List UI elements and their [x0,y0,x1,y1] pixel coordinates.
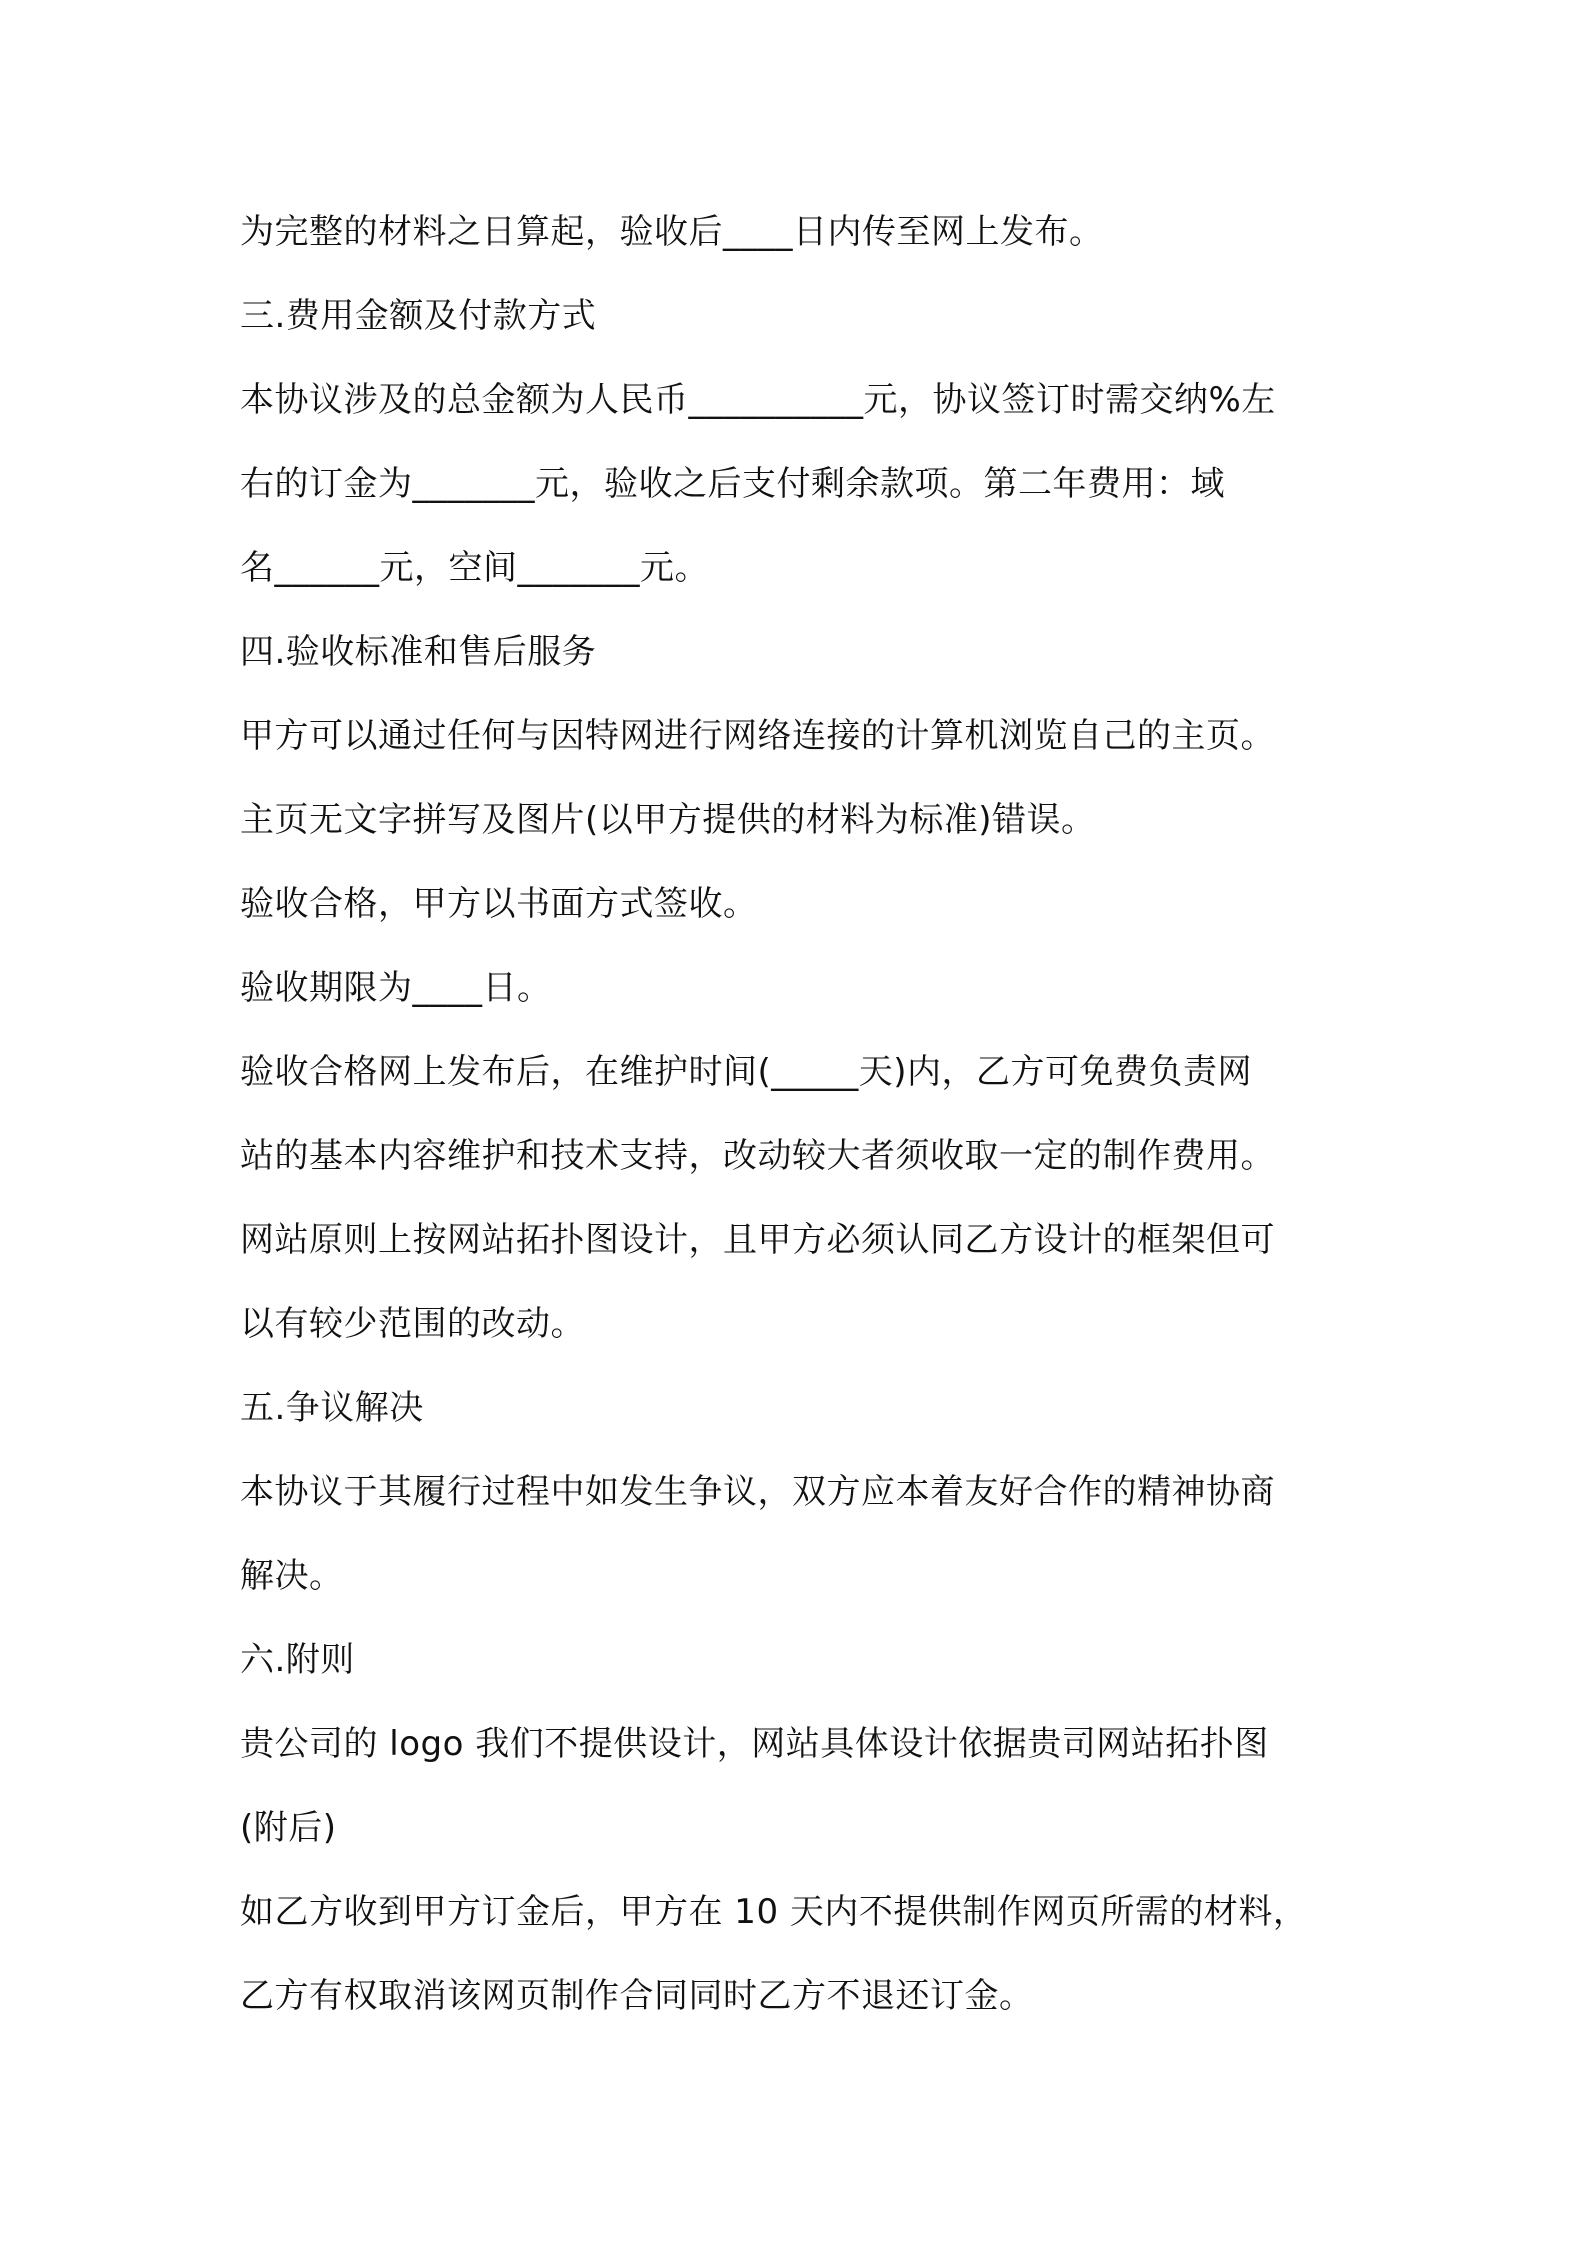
text-line: 站的基本内容维护和技术支持，改动较大者须收取一定的制作费用。 [240,1136,1275,1176]
text-line: 甲方可以通过任何与因特网进行网络连接的计算机浏览自己的主页。 [240,716,1275,756]
text-line: 验收合格，甲方以书面方式签收。 [240,884,758,924]
text-line: 本协议于其履行过程中如发生争议，双方应本着友好合作的精神协商 [240,1472,1275,1512]
text-line: (附后) [240,1808,337,1848]
section-heading-acceptance: 四.验收标准和售后服务 [240,632,597,672]
text-line: 乙方有权取消该网页制作合同同时乙方不退还订金。 [240,1976,1034,2016]
section-heading-supplementary: 六.附则 [240,1640,355,1680]
text-line: 为完整的材料之日算起，验收后____日内传至网上发布。 [240,212,1104,252]
text-line: 主页无文字拼写及图片(以甲方提供的材料为标准)错误。 [240,800,1096,840]
text-line: 右的订金为_______元，验收之后支付剩余款项。第二年费用：域 [240,464,1225,504]
text-line: 贵公司的 logo 我们不提供设计，网站具体设计依据贵司网站拓扑图 [240,1724,1269,1764]
text-line: 解决。 [240,1556,344,1596]
text-line: 如乙方收到甲方订金后，甲方在 10 天内不提供制作网页所需的材料， [240,1892,1308,1932]
text-line: 名______元，空间_______元。 [240,548,709,588]
text-line: 验收期限为____日。 [240,968,552,1008]
section-heading-disputes: 五.争议解决 [240,1388,424,1428]
section-heading-fees: 三.费用金额及付款方式 [240,296,597,336]
text-line: 以有较少范围的改动。 [240,1304,585,1344]
text-line: 网站原则上按网站拓扑图设计，且甲方必须认同乙方设计的框架但可 [240,1220,1275,1260]
text-line: 本协议涉及的总金额为人民币__________元，协议签订时需交纳%左 [240,380,1276,420]
text-line: 验收合格网上发布后，在维护时间(_____天)内，乙方可免费负责网 [240,1052,1253,1092]
document-body [240,190,1370,2038]
